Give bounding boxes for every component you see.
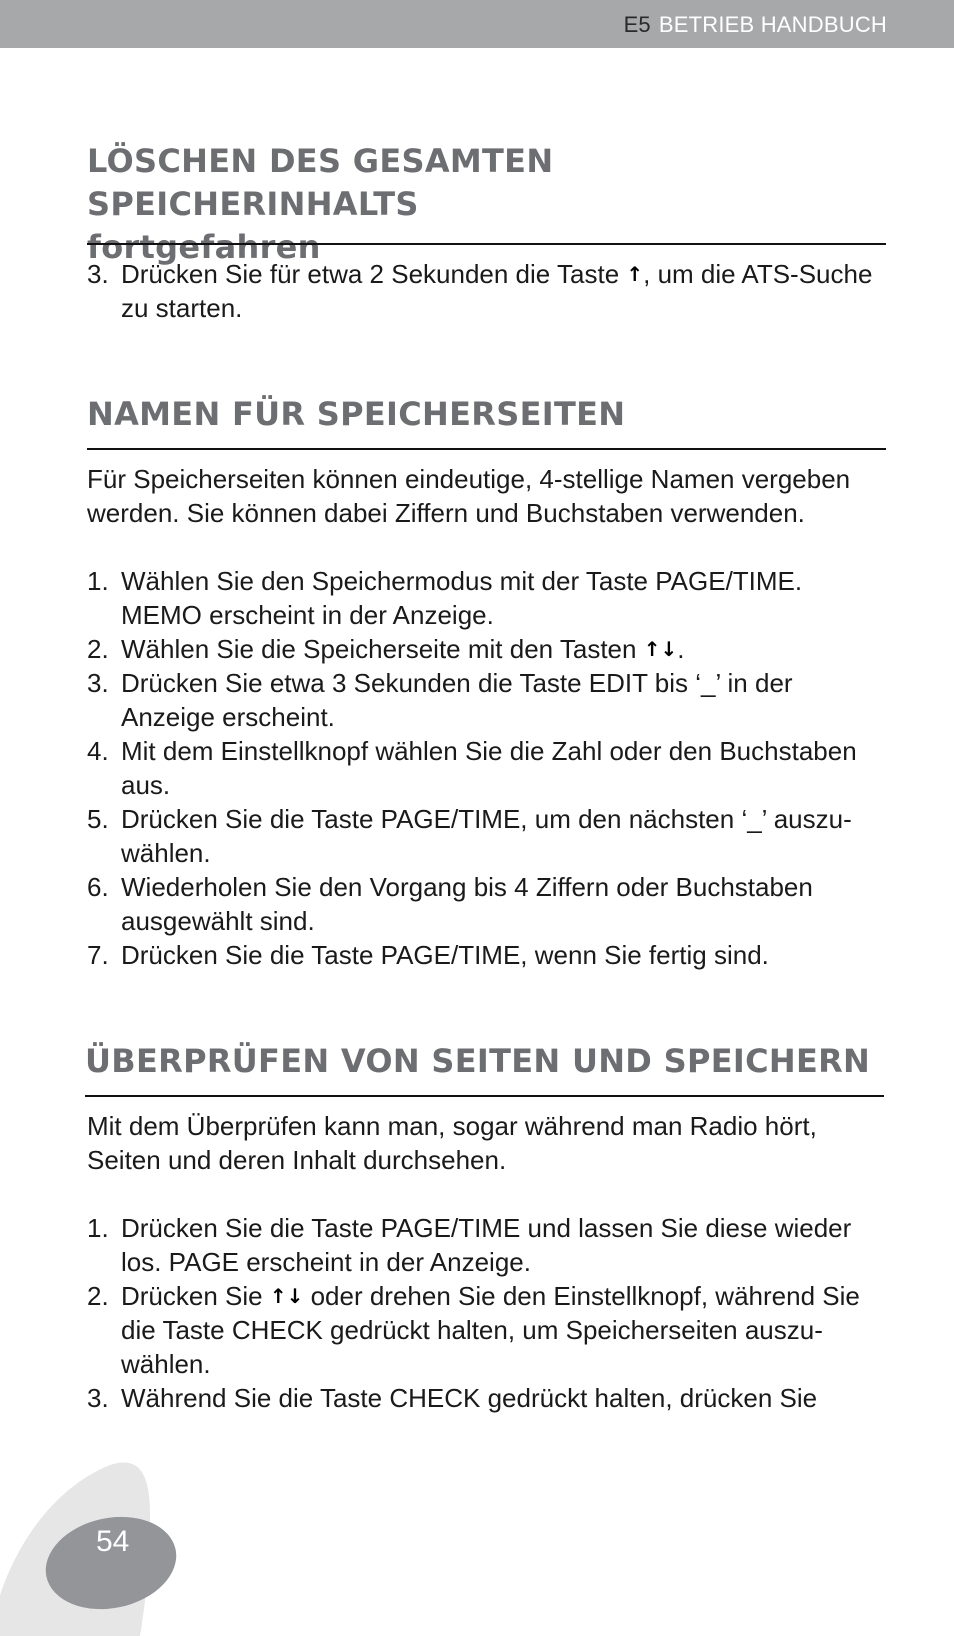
list-item: [87, 632, 887, 666]
step-number: 1.: [87, 566, 109, 596]
step-number: 3.: [87, 668, 109, 698]
step-text: Drücken Sie die Taste PAGE/TIME, um den nächsten ‘_’ auszu-wählen.: [121, 804, 852, 868]
step-number: 6.: [87, 872, 109, 902]
list-item: [87, 257, 887, 325]
step-text: Wiederholen Sie den Vorgang bis 4 Ziffern oder Buchstaben ausgewählt sind.: [121, 872, 813, 936]
intro-paragraph: Mit dem Überprüfen kann man, sogar während man Radio hört, Seiten und deren Inhalt durchsehen.: [87, 1111, 817, 1175]
section-title-loeschen: [87, 140, 887, 269]
step-text: Drücken Sie die Taste PAGE/TIME, wenn Sie fertig sind.: [121, 940, 769, 970]
arrow-up-down-icon: ↑↓: [269, 1284, 304, 1308]
step-text: Wählen Sie den Speichermodus mit der Taste PAGE/TIME. MEMO erscheint in der Anzeige.: [121, 566, 803, 630]
list-item: [87, 1211, 887, 1279]
list-item: [87, 666, 887, 734]
list-item: [87, 870, 887, 938]
section-title-line1: LÖSCHEN DES GESAMTEN SPEICHERINHALTS: [87, 142, 554, 223]
running-header: [624, 12, 887, 38]
list-item: [87, 1381, 887, 1415]
step-number: 3.: [87, 259, 109, 289]
step-list: [87, 564, 887, 972]
step-list: [87, 257, 887, 325]
step-number: 2.: [87, 1281, 109, 1311]
list-item: [87, 938, 887, 972]
step-text: Drücken Sie etwa 3 Sekunden die Taste EDIT bis ‘_’ in der Anzeige erscheint.: [121, 668, 793, 732]
step-number: 2.: [87, 634, 109, 664]
header-model: E5: [623, 12, 651, 37]
step-number: 4.: [87, 736, 109, 766]
step-text: Während Sie die Taste CHECK gedrückt halten, drücken Sie: [121, 1383, 818, 1413]
step-text: Mit dem Einstellknopf wählen Sie die Zahl oder den Buchstaben aus.: [121, 736, 857, 800]
section-title-namen: NAMEN FÜR SPEICHERSEITEN: [87, 395, 626, 433]
step-text: oder drehen Sie den Einstellknopf, während Sie die Taste CHECK gedrückt halten, um Speicherseiten auszu-wählen.: [121, 1281, 860, 1379]
step-text: Drücken Sie: [121, 1281, 270, 1311]
section-divider: [87, 448, 886, 450]
step-text: Wählen Sie die Speicherseite mit den Tasten: [121, 634, 644, 664]
arrow-up-icon: ↑: [626, 262, 644, 286]
step-text: Drücken Sie für etwa 2 Sekunden die Taste: [121, 259, 627, 289]
section-divider: [87, 243, 886, 245]
intro-paragraph: Für Speicherseiten können eindeutige, 4-stellige Namen vergeben werden. Sie können dabei Ziffern und Buchstaben verwenden.: [87, 464, 851, 528]
step-text: , um die ATS-Suche zu starten.: [121, 259, 873, 323]
list-item: [87, 802, 887, 870]
step-number: 1.: [87, 1213, 109, 1243]
section-title-ueberpruefen: ÜBERPRÜFEN VON SEITEN UND SPEICHERN: [85, 1042, 871, 1080]
step-text: Drücken Sie die Taste PAGE/TIME und lassen Sie diese wieder los. PAGE erscheint in der Anzeige.: [121, 1213, 852, 1277]
step-text: .: [677, 634, 685, 664]
section-divider: [85, 1095, 884, 1097]
step-number: 5.: [87, 804, 109, 834]
list-item: [87, 1279, 887, 1381]
step-number: 7.: [87, 940, 109, 970]
header-title: BETRIEB HANDBUCH: [658, 12, 887, 37]
arrow-up-down-icon: ↑↓: [643, 637, 678, 661]
step-list: [87, 1211, 887, 1415]
section-title-line2: fortgefahren: [87, 228, 321, 266]
list-item: [87, 564, 887, 632]
list-item: [87, 734, 887, 802]
step-number: 3.: [87, 1383, 109, 1413]
page-number: 54: [96, 1525, 130, 1558]
